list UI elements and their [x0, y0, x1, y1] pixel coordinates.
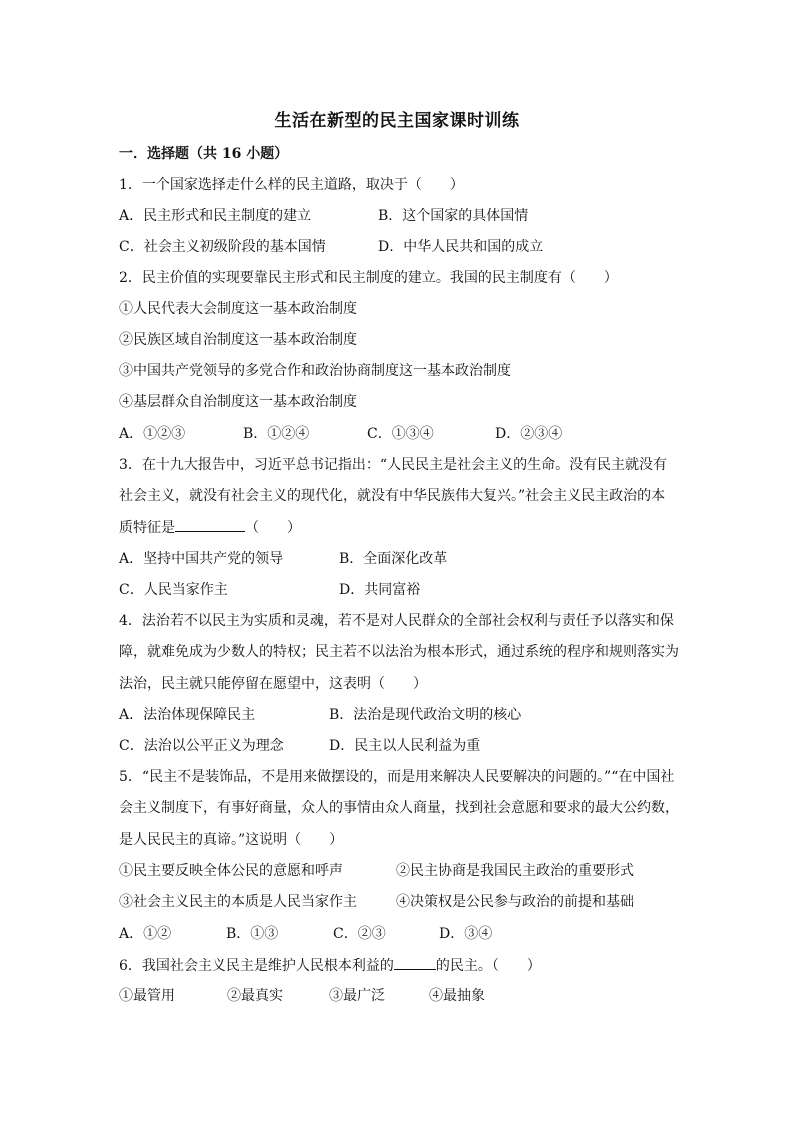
question-1-option-d: D．中华人民共和国的成立 — [378, 239, 544, 255]
question-6-item-1: ①最管用 — [119, 988, 175, 1004]
question-5-option-a: A．①② — [119, 926, 172, 942]
question-2-option-a: A．①②③ — [119, 426, 186, 442]
question-1-stem: 1．一个国家选择走什么样的民主道路，取决于（ ） — [119, 177, 464, 193]
question-3-line-1: 3．在十九大报告中，习近平总书记指出：“人民民主是社会主义的生命。没有民主就没有 — [119, 457, 668, 473]
question-6-item-3: ③最广泛 — [329, 988, 385, 1004]
question-5-line-3: 是人民民主的真谛。”这说明（ ） — [119, 832, 344, 848]
question-6-stem-start: 6．我国社会主义民主是维护人民根本利益的 — [119, 958, 394, 974]
question-5-line-2: 会主义制度下，有事好商量，众人的事情由众人商量，找到社会意愿和要求的最大公约数， — [119, 800, 679, 816]
question-2-item-4: ④基层群众自治制度这一基本政治制度 — [119, 394, 357, 410]
page-title: 生活在新型的民主国家课时训练 — [274, 111, 520, 131]
section-heading: 一．选择题（共 16 小题） — [119, 146, 289, 162]
question-1-option-c: C．社会主义初级阶段的基本国情 — [119, 239, 326, 255]
question-3-option-b: B．全面深化改革 — [339, 551, 448, 567]
question-2-option-d: D．②③④ — [495, 426, 563, 442]
answer-blank — [394, 955, 436, 970]
question-3-option-c: C．人民当家作主 — [119, 582, 228, 598]
question-2-stem: 2．民主价值的实现要靠民主形式和民主制度的建立。我国的民主制度有（ ） — [119, 270, 618, 286]
question-5-item-3: ③社会主义民主的本质是人民当家作主 — [119, 894, 357, 910]
question-3-option-d: D．共同富裕 — [339, 582, 421, 598]
question-5-item-2: ②民主协商是我国民主政治的重要形式 — [396, 863, 634, 879]
question-5-item-1: ①民主要反映全体公民的意愿和呼声 — [119, 863, 343, 879]
question-5-line-1: 5．“民主不是装饰品，不是用来做摆设的，而是用来解决人民要解决的问题的。”“在中国社 — [119, 769, 675, 785]
question-3-stem-start: 质特征是 — [119, 520, 175, 536]
question-1-option-a: A．民主形式和民主制度的建立 — [119, 208, 312, 224]
question-6-stem-end: 的民主。（ ） — [435, 958, 541, 974]
question-1-option-b: B．这个国家的具体国情 — [378, 208, 529, 224]
question-4-option-b: B．法治是现代政治文明的核心 — [329, 707, 522, 723]
answer-blank — [175, 517, 245, 532]
question-6-item-4: ④最抽象 — [429, 988, 485, 1004]
question-3-line-3 — [119, 517, 301, 538]
question-6-item-2: ②最真实 — [227, 988, 283, 1004]
question-2-item-1: ①人民代表大会制度这一基本政治制度 — [119, 301, 357, 317]
question-2-option-b: B．①②④ — [243, 426, 310, 442]
question-5-item-4: ④决策权是公民参与政治的前提和基础 — [396, 894, 634, 910]
question-3-line-2: 社会主义，就没有社会主义的现代化，就没有中华民族伟大复兴。”社会主义民主政治的本 — [119, 488, 666, 504]
question-4-option-c: C．法治以公平正义为理念 — [119, 738, 284, 754]
question-4-line-1: 4．法治若不以民主为实质和灵魂，若不是对人民群众的全部社会权利与责任予以落实和保 — [119, 613, 674, 629]
question-4-line-3: 法治，民主就只能停留在愿望中，这表明（ ） — [119, 676, 427, 692]
question-5-option-d: D．③④ — [439, 926, 493, 942]
question-2-item-3: ③中国共产党领导的多党合作和政治协商制度这一基本政治制度 — [119, 363, 511, 379]
question-6-stem — [119, 955, 541, 976]
question-2-item-2: ②民族区域自治制度这一基本政治制度 — [119, 332, 357, 348]
question-5-option-c: C．②③ — [333, 926, 386, 942]
question-4-option-d: D．民主以人民利益为重 — [329, 738, 481, 754]
question-2-option-c: C．①③④ — [367, 426, 434, 442]
question-5-option-b: B．①③ — [226, 926, 279, 942]
question-3-stem-end: （ ） — [245, 520, 301, 536]
question-3-option-a: A．坚持中国共产党的领导 — [119, 551, 284, 567]
question-4-line-2: 障，就难免成为少数人的特权；民主若不以法治为根本形式，通过系统的程序和规则落实为 — [119, 644, 679, 660]
question-4-option-a: A．法治体现保障民主 — [119, 707, 256, 723]
